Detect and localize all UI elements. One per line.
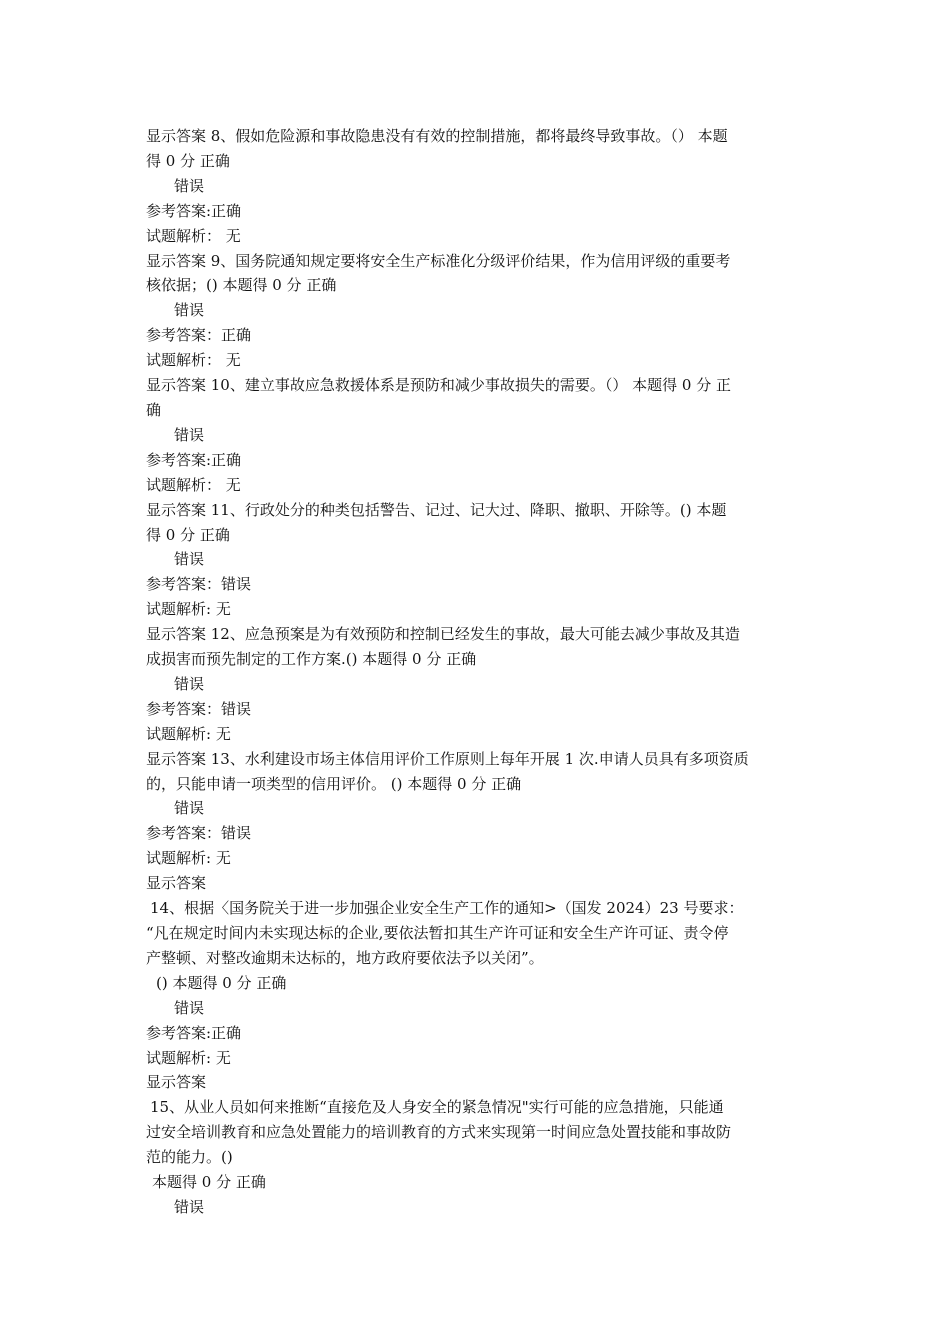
option-wrong: 错误 (174, 998, 205, 1017)
explanation: 试题解析： 无 (146, 351, 241, 370)
reference-answer: 参考答案：错误 (146, 824, 252, 843)
explanation: 试题解析： 无 (146, 475, 241, 494)
option-wrong: 错误 (174, 176, 205, 195)
text-line: 核依据；() 本题得 0 分 正确 (146, 276, 337, 295)
text-line: 得 0 分 正确 (146, 525, 230, 544)
text-line: 显示答案 11、行政处分的种类包括警告、记过、记大过、降职、撤职、开除等。() 本题 (146, 500, 727, 519)
text-line: 15、从业人员如何来推断“直接危及人身安全的紧急情况"实行可能的应急措施，只能通 (150, 1098, 724, 1117)
explanation: 试题解析: 无 (146, 1048, 231, 1067)
text-line: 14、根据〈国务院关于进一步加强企业安全生产工作的通知>（国发 2024）23 号要求： (150, 899, 744, 918)
option-wrong: 错误 (174, 1197, 205, 1216)
reference-answer: 参考答案：正确 (146, 326, 252, 345)
option-wrong: 错误 (174, 674, 205, 693)
text-line: 得 0 分 正确 (146, 151, 230, 170)
option-wrong: 错误 (174, 425, 205, 444)
reference-answer: 参考答案:正确 (146, 1023, 242, 1042)
explanation: 试题解析: 无 (146, 600, 231, 619)
explanation: 试题解析: 无 (146, 724, 231, 743)
text-line: 显示答案 12、应急预案是为有效预防和控制已经发生的事故，最大可能去减少事故及其造 (146, 625, 740, 644)
document-page (146, 124, 808, 1220)
text-line: 产整顿、对整改逾期未达标的，地方政府要依法予以关闭”。 (146, 948, 544, 967)
option-wrong: 错误 (174, 301, 205, 320)
reference-answer: 参考答案：错误 (146, 699, 252, 718)
text-line: 显示答案 8、假如危险源和事故隐患没有有效的控制措施，都将最终导致事故。（） 本题 (146, 127, 728, 145)
option-wrong: 错误 (174, 550, 205, 569)
text-line: 显示答案 13、水利建设市场主体信用评价工作原则上每年开展 1 次.申请人员具有多项资质 (146, 749, 749, 768)
explanation: 试题解析: 无 (146, 849, 231, 868)
explanation: 试题解析： 无 (146, 226, 241, 245)
text-line: 范的能力。() (146, 1148, 233, 1167)
text-line: 确 (146, 400, 162, 419)
text-line: () 本题得 0 分 正确 (156, 973, 287, 992)
text-line: 本题得 0 分 正确 (152, 1173, 266, 1192)
text-line: 成损害而预先制定的工作方案.() 本题得 0 分 正确 (146, 650, 477, 669)
reference-answer: 参考答案:正确 (146, 201, 242, 220)
text-line: 显示答案 10、建立事故应急救援体系是预防和减少事故损失的需要。（） 本题得 0 分 正 (146, 376, 731, 395)
text-line: “凡在规定时间内未实现达标的企业,要依法暂扣其生产许可证和安全生产许可证、责令停 (146, 924, 729, 942)
reference-answer: 参考答案:正确 (146, 450, 242, 469)
reference-answer: 参考答案：错误 (146, 575, 252, 594)
show-answer-label: 显示答案 (146, 1073, 207, 1092)
text-line: 显示答案 9、国务院通知规定要将安全生产标准化分级评价结果，作为信用评级的重要考 (146, 251, 731, 270)
option-wrong: 错误 (174, 799, 205, 818)
text-line: 的，只能申请一项类型的信用评价。 () 本题得 0 分 正确 (146, 774, 522, 793)
show-answer-label: 显示答案 (146, 874, 207, 893)
text-line: 过安全培训教育和应急处置能力的培训教育的方式来实现第一时间应急处置技能和事故防 (146, 1123, 732, 1142)
